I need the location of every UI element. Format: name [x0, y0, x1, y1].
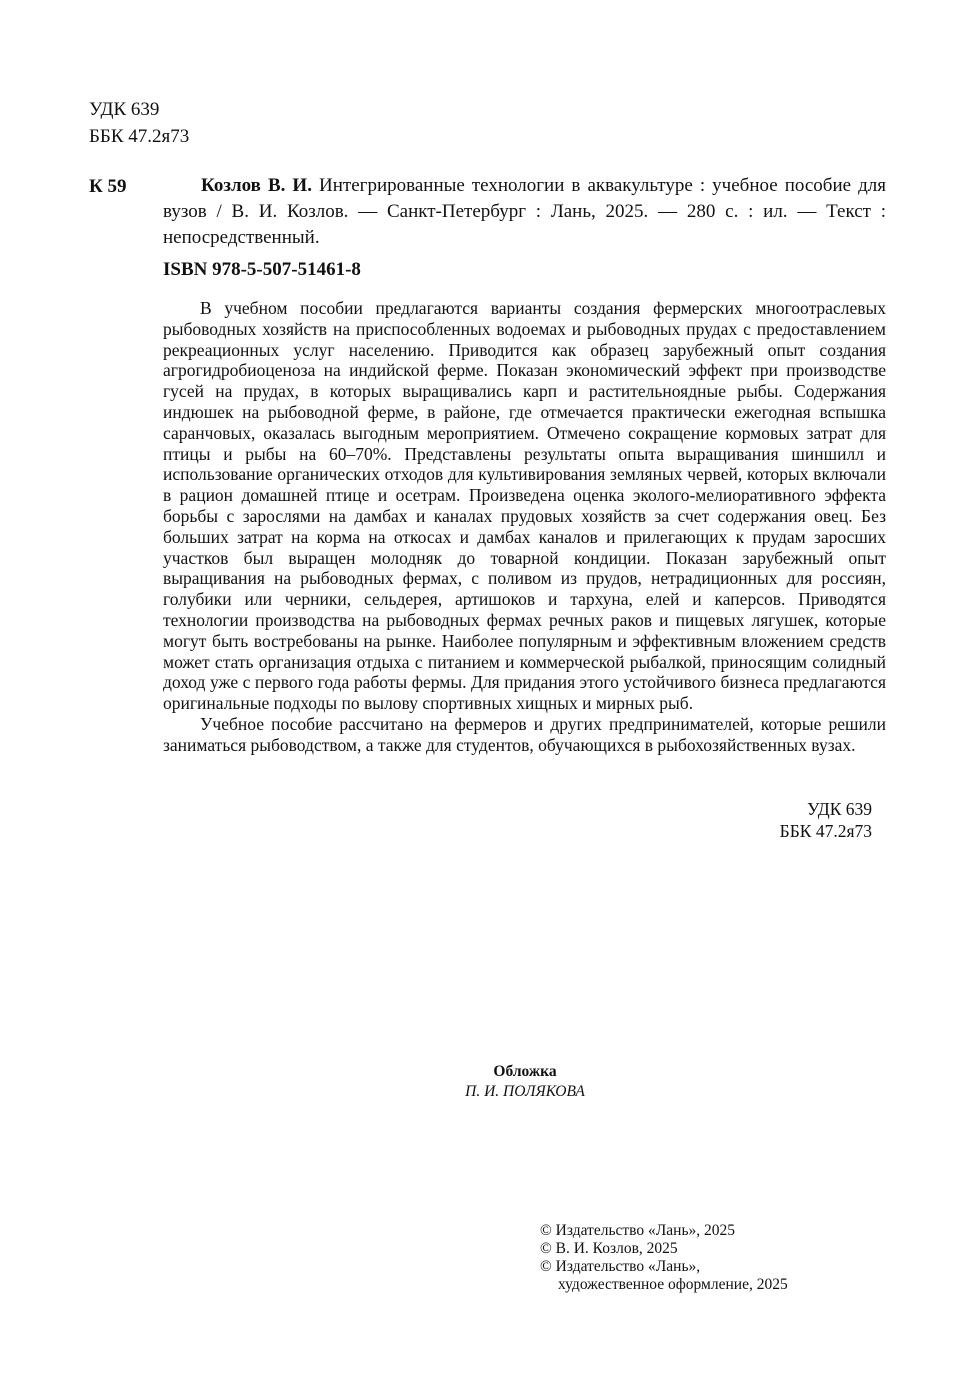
isbn: ISBN 978-5-507-51461-8 [163, 259, 361, 280]
classification-footer [780, 798, 872, 842]
classification-header [89, 96, 189, 150]
bibliographic-record [163, 173, 886, 251]
annotation-paragraph: В учебном пособии предлагаются варианты создания фермерских многоотраслевых рыбоводных хозяйств на приспособленных водоемах и рыбоводных прудах с предоставлением рекреационных услуг населению. Приводится как образец зарубежный опыт создания агрогидробиоценоза на индийской ферме. Показан экономический эффект при производстве гусей на прудах, в которых выращивались карп и растительноядные рыбы. Содержания индюшек на рыбоводной ферме, в районе, где отмечается практически ежегодная вспышка саранчовых, оказалась выгодным мероприятием. Отмечено сокращение кормовых затрат для птицы и рыбы на 60–70%. Представлены результаты опыта выращивания шиншилл и использование органических отходов для культивирования земляных червей, которых включали в рацион домашней птице и осетрам. Произведена оценка эколого-мелиоративного эффекта борьбы с зарослями на дамбах и каналах прудовых хозяйств за счет содержания овец. Без больших затрат на корма на откосах и дамбах каналов и прилегающих к прудам заросших участков был выращен молодняк до товарной кондиции. Показан зарубежный опыт выращивания на рыбоводных фермах, с поливом из прудов, нетрадиционных для россиян, голубики или черники, сельдерея, артишоков и тархуна, елей и каперсов. Приводятся технологии производства на рыбоводных фермах речных раков и пищевых лягушек, которые могут быть востребованы на рынке. Наиболее популярным и эффективным вложением средств может стать организация отдыха с питанием и коммерческой рыбалкой, приносящим солидный доход уже с первого года работы фермы. Для придания этого устойчивого бизнеса предлагаются оригинальные подходы по вылову спортивных хищных и мирных рыб. [163, 298, 886, 714]
udk-code: УДК 639 [89, 99, 160, 120]
author-name: Козлов В. И. [201, 175, 312, 196]
copyright-line: © Издательство «Лань», 2025 [540, 1222, 736, 1239]
cover-designer: П. И. ПОЛЯКОВА [465, 1083, 585, 1100]
author-sign: К 59 [89, 176, 127, 197]
copyright-line: © Издательство «Лань», [540, 1258, 701, 1275]
bbk-code: ББК 47.2я73 [89, 126, 190, 147]
annotation [163, 298, 886, 756]
bibliographic-description: Интегрированные технологии в аквакультуре : учебное пособие для вузов / В. И. Козлов. — Санкт-Петербург : Лань, 2025. — 280 с. : ил. — Текст : непосредственный. [163, 175, 886, 248]
copyright-block [540, 1222, 788, 1294]
copyright-line: художественное оформление, 2025 [558, 1276, 788, 1293]
copyright-line: © В. И. Козлов, 2025 [540, 1240, 678, 1257]
bbk-code-bottom: ББК 47.2я73 [779, 821, 872, 841]
cover-credit [325, 1062, 725, 1102]
udk-code-bottom: УДК 639 [807, 799, 872, 819]
annotation-paragraph: Учебное пособие рассчитано на фермеров и других предпринимателей, которые решили заниматься рыбоводством, а также для студентов, обучающихся в рыбохозяйственных вузах. [163, 713, 886, 755]
cover-title: Обложка [493, 1063, 557, 1080]
